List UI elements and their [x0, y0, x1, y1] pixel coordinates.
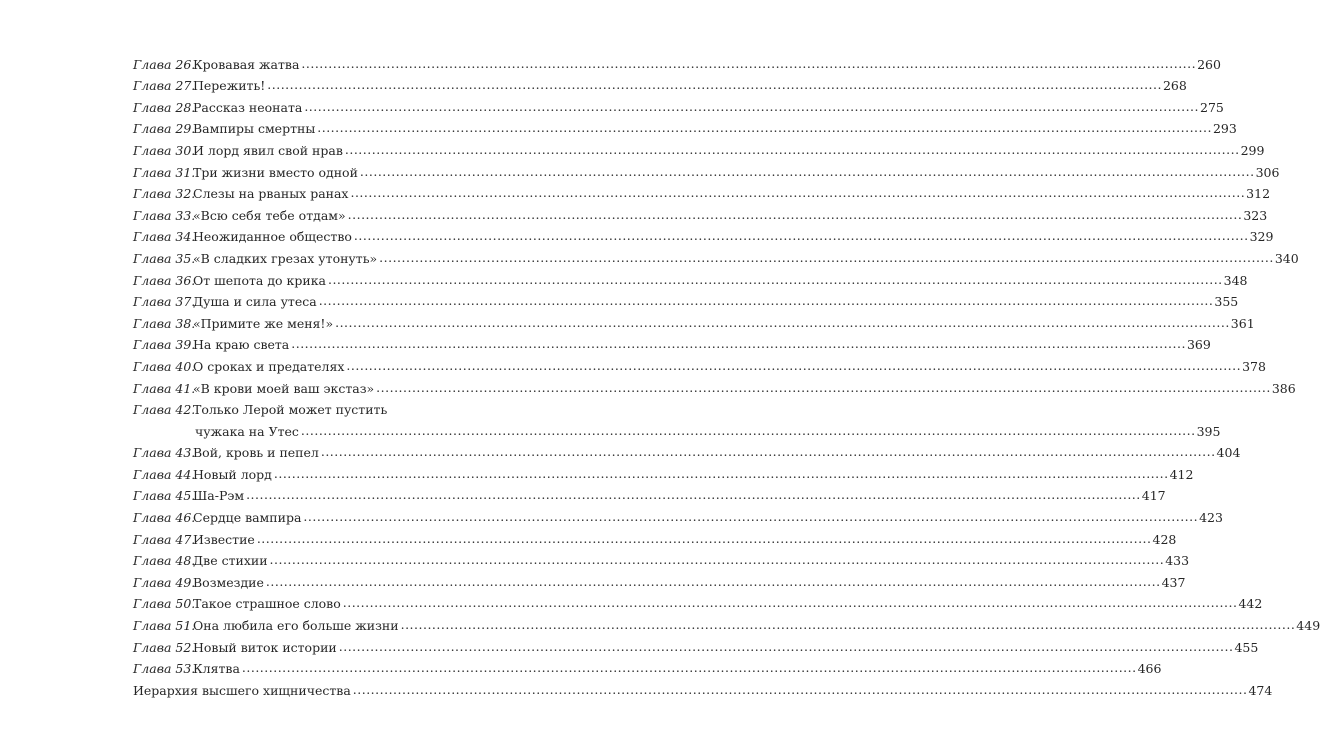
- chapter-number: Глава 32.: [133, 186, 196, 202]
- chapter-number: Глава 36.: [133, 272, 196, 288]
- page-number: 306: [1255, 164, 1280, 180]
- toc-entry: [133, 331, 1211, 353]
- chapter-number: Глава 31.: [133, 164, 196, 180]
- dot-leader: ........................................................................................................................................................................................................: [335, 314, 1230, 330]
- page-number: 329: [1249, 229, 1274, 245]
- dot-leader: ........................................................................................................................................................................................................: [376, 379, 1271, 395]
- page-number: 348: [1223, 272, 1248, 288]
- page-number: 455: [1234, 639, 1259, 655]
- page-number: 466: [1137, 661, 1162, 677]
- page-number: 474: [1248, 682, 1273, 698]
- page-number: 412: [1169, 466, 1194, 482]
- chapter-title: Известие: [193, 531, 255, 547]
- chapter-number: Глава 28.: [133, 99, 196, 115]
- toc-entry: [133, 568, 1186, 590]
- dot-leader: ........................................................................................................................................................................................................: [400, 617, 1296, 633]
- toc-entry: [133, 547, 1190, 569]
- chapter-title: «Примите же меня!»: [193, 315, 334, 331]
- chapter-number: Глава 27.: [133, 78, 196, 94]
- dot-leader: ........................................................................................................................................................................................................: [359, 163, 1255, 179]
- chapter-title: Слезы на рваных ранах: [193, 186, 349, 202]
- page-number: 268: [1162, 78, 1187, 94]
- chapter-title: Сердце вампира: [193, 510, 302, 526]
- toc-entry: [133, 503, 1223, 526]
- dot-leader: ........................................................................................................................................................................................................: [320, 444, 1216, 460]
- toc-entry: [133, 223, 1274, 245]
- chapter-number: Глава 37.: [133, 294, 196, 310]
- chapter-title: Новый лорд: [193, 466, 272, 482]
- chapter-number: Глава 38.: [133, 315, 196, 331]
- page-number: 437: [1161, 574, 1186, 590]
- chapter-number: Глава 43.: [133, 445, 196, 461]
- dot-leader: ........................................................................................................................................................................................................: [301, 55, 1197, 71]
- chapter-title: Кровавая жатва: [193, 56, 300, 72]
- dot-leader: ........................................................................................................................................................................................................: [303, 509, 1199, 525]
- toc-entry: [133, 180, 1271, 202]
- chapter-title-continuation: чужака на Утес: [195, 423, 299, 439]
- page-number: 417: [1141, 488, 1166, 504]
- toc-entry: [133, 93, 1224, 115]
- toc-entry: [133, 633, 1259, 655]
- chapter-number: Глава 34.: [133, 229, 196, 245]
- chapter-title: Новый виток истории: [193, 639, 337, 655]
- toc-entry: [133, 611, 1320, 634]
- chapter-title: Рассказ неоната: [193, 99, 303, 115]
- chapter-number: Глава 51.: [133, 618, 196, 634]
- chapter-number: Глава 53.: [133, 661, 196, 677]
- chapter-number: Глава 30.: [133, 142, 196, 158]
- dot-leader: ........................................................................................................................................................................................................: [265, 573, 1161, 589]
- chapter-number: Глава 39.: [133, 337, 196, 353]
- page-number: 361: [1230, 315, 1255, 331]
- page-number: 260: [1197, 56, 1221, 72]
- page-number: 386: [1271, 380, 1296, 396]
- dot-leader: ........................................................................................................................................................................................................: [291, 336, 1186, 352]
- page-number: 428: [1152, 531, 1177, 547]
- toc-entry: [133, 352, 1266, 374]
- toc-entry: [133, 115, 1237, 137]
- toc-entry: [133, 72, 1187, 94]
- chapter-number: Глава 42.: [133, 402, 196, 418]
- page-number: 404: [1216, 445, 1241, 461]
- chapter-number: Глава 47.: [133, 531, 196, 547]
- chapter-number: Глава 44.: [133, 466, 196, 482]
- chapter-title: От шепота до крика: [193, 272, 326, 288]
- toc-entry: [133, 460, 1194, 482]
- chapter-title: И лорд явил свой нрав: [193, 142, 343, 158]
- chapter-number: Глава 41.: [133, 380, 196, 396]
- chapter-title: О сроках и предателях: [193, 358, 345, 374]
- chapter-title: Клятва: [193, 661, 240, 677]
- toc-entry: [133, 244, 1299, 266]
- dot-leader: ........................................................................................................................................................................................................: [256, 530, 1152, 546]
- chapter-title: «В сладких грезах утонуть»: [193, 250, 378, 266]
- page-number: 340: [1274, 250, 1299, 266]
- page-number: 323: [1243, 207, 1268, 223]
- chapter-title: Неожиданное общество: [193, 229, 352, 245]
- toc-entry: [133, 136, 1265, 158]
- chapter-number: Глава 48.: [133, 553, 196, 569]
- toc-entry: [133, 482, 1166, 504]
- dot-leader: ........................................................................................................................................................................................................: [347, 206, 1243, 222]
- dot-leader: ........................................................................................................................................................................................................: [304, 98, 1200, 114]
- toc-entry: [133, 525, 1177, 547]
- dot-leader: ........................................................................................................................................................................................................: [241, 660, 1137, 676]
- dot-leader: ........................................................................................................................................................................................................: [267, 77, 1162, 93]
- chapter-title: Ша-Рэм: [193, 488, 245, 504]
- dot-leader: ........................................................................................................................................................................................................: [342, 595, 1238, 611]
- chapter-title: Три жизни вместо одной: [193, 164, 358, 180]
- toc-entry: [133, 288, 1239, 310]
- dot-leader: ........................................................................................................................................................................................................: [344, 141, 1240, 157]
- chapter-title: Вампиры смертны: [193, 121, 316, 137]
- toc-entry: [133, 396, 486, 418]
- dot-leader: ........................................................................................................................................................................................................: [338, 638, 1234, 654]
- chapter-number: Глава 26.: [133, 56, 196, 72]
- chapter-number: Глава 45.: [133, 488, 196, 504]
- toc-entry: [133, 266, 1248, 288]
- page-number: 378: [1242, 358, 1266, 374]
- dot-leader: ........................................................................................................................................................................................................: [350, 185, 1246, 201]
- dot-leader: ........................................................................................................................................................................................................: [346, 357, 1242, 373]
- dot-leader: ........................................................................................................................................................................................................: [269, 552, 1165, 568]
- chapter-title: Вой, кровь и пепел: [193, 445, 319, 461]
- chapter-number: Глава 35.: [133, 250, 196, 266]
- page-number: 355: [1214, 294, 1239, 310]
- chapter-title: «Всю себя тебе отдам»: [193, 207, 346, 223]
- page-number: 275: [1200, 99, 1224, 115]
- chapter-number: Глава 52.: [133, 639, 196, 655]
- dot-leader: ........................................................................................................................................................................................................: [318, 293, 1214, 309]
- page-number: 395: [1196, 423, 1221, 439]
- dot-leader: ........................................................................................................................................................................................................: [246, 487, 1141, 503]
- toc-entry: [133, 158, 1280, 180]
- page-number: 293: [1212, 121, 1237, 137]
- dot-leader: ........................................................................................................................................................................................................: [352, 681, 1248, 697]
- table-of-contents: [133, 50, 1320, 698]
- toc-entry: [133, 655, 1162, 677]
- chapter-number: Глава 49.: [133, 574, 196, 590]
- page-number: 423: [1199, 510, 1223, 526]
- chapter-number: Глава 40.: [133, 358, 196, 374]
- chapter-title: Возмездие: [193, 574, 264, 590]
- dot-leader: ........................................................................................................................................................................................................: [317, 120, 1212, 136]
- chapter-title: Душа и сила утеса: [193, 294, 317, 310]
- chapter-title: Такое страшное слово: [193, 596, 341, 612]
- chapter-number: Глава 29.: [133, 121, 196, 137]
- toc-entry: [133, 309, 1255, 331]
- dot-leader: ........................................................................................................................................................................................................: [353, 228, 1249, 244]
- chapter-title: «В крови моей ваш экстаз»: [193, 380, 375, 396]
- toc-entry: [133, 676, 1273, 698]
- dot-leader: ........................................................................................................................................................................................................: [273, 465, 1169, 481]
- toc-entry-continuation: [133, 417, 1221, 439]
- dot-leader: ........................................................................................................................................................................................................: [379, 249, 1274, 265]
- chapter-title: Две стихии: [193, 553, 268, 569]
- chapter-title: Иерархия высшего хищничества: [133, 682, 351, 698]
- toc-entry: [133, 439, 1241, 461]
- toc-entry: [133, 590, 1263, 612]
- toc-entry: [133, 374, 1296, 396]
- dot-leader: ........................................................................................................................................................................................................: [300, 422, 1196, 438]
- dot-leader: ........................................................................................................................................................................................................: [327, 271, 1223, 287]
- chapter-title: Только Лерой может пустить: [193, 402, 388, 418]
- toc-entry: [133, 50, 1221, 72]
- page-number: 369: [1186, 337, 1211, 353]
- page-number: 442: [1238, 596, 1263, 612]
- chapter-title: Пережить!: [193, 78, 266, 94]
- chapter-number: Глава 46.: [133, 510, 196, 526]
- page-number: 449: [1296, 618, 1320, 634]
- chapter-title: На краю света: [193, 337, 290, 353]
- chapter-number: Глава 50.: [133, 596, 196, 612]
- page-number: 312: [1246, 186, 1271, 202]
- toc-entry: [133, 201, 1268, 223]
- page-number: 433: [1165, 553, 1190, 569]
- page-number: 299: [1240, 142, 1265, 158]
- chapter-title: Она любила его больше жизни: [193, 618, 399, 634]
- chapter-number: Глава 33.: [133, 207, 196, 223]
